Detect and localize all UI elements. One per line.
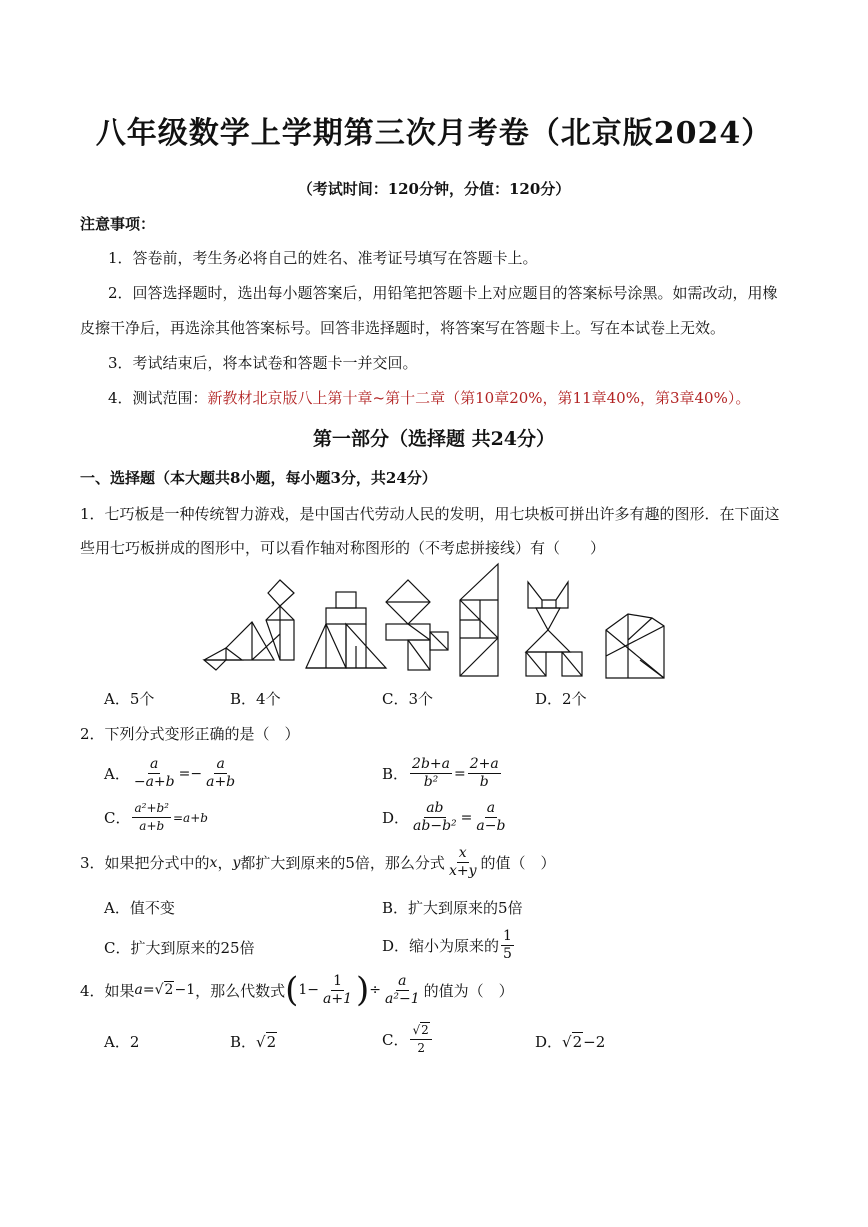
q4-right-paren: ) bbox=[356, 970, 370, 1010]
q1-option-d: D．2个 bbox=[535, 690, 587, 708]
q2-option-a bbox=[104, 756, 239, 791]
q2-b-lhs-numerator: 2b+a bbox=[412, 756, 450, 772]
q2-d-equals: = bbox=[460, 809, 473, 826]
q3-fraction-denominator: x+y bbox=[448, 863, 477, 879]
q2-a-rhs-numerator: a bbox=[216, 756, 225, 772]
q4-option-c-numerator: √2 bbox=[410, 1022, 431, 1040]
section-title: 第一部分（选择题 共24分） bbox=[312, 428, 556, 450]
q2-a-lhs-numerator: a bbox=[150, 756, 159, 772]
q4-option-c bbox=[382, 1022, 434, 1057]
q3-separator: ， bbox=[217, 854, 233, 872]
q2-a-lhs-fraction bbox=[132, 756, 177, 791]
q4-option-c-label: C． bbox=[382, 1031, 409, 1049]
q2-b-rhs-fraction bbox=[468, 756, 501, 791]
q2-d-lhs-numerator: ab bbox=[426, 800, 444, 816]
q4-option-d bbox=[535, 1031, 605, 1052]
q4-stem-suffix: 的值为（ ） bbox=[423, 981, 514, 1000]
q2-d-lhs-fraction bbox=[411, 800, 459, 835]
q2-option-d-label: D． bbox=[382, 809, 410, 827]
q4-cond-minus: −1 bbox=[174, 982, 196, 998]
q4-option-c-denominator: 2 bbox=[417, 1041, 425, 1055]
q4-expr-numerator-1: 1 bbox=[333, 972, 342, 989]
q2-b-rhs-denominator: b bbox=[479, 774, 489, 790]
note-item-4 bbox=[108, 387, 750, 408]
q1-option-c: C．3个 bbox=[382, 690, 434, 708]
q4-option-d-label: D． bbox=[535, 1033, 563, 1051]
q2-a-rhs-fraction bbox=[204, 756, 237, 791]
q2-option-c-label: C． bbox=[104, 809, 131, 827]
q2-option-a-label: A． bbox=[104, 765, 130, 783]
tangram-square-figure bbox=[606, 614, 664, 678]
q4-left-paren: ( bbox=[285, 970, 299, 1010]
q4-expr-fraction-1 bbox=[321, 973, 354, 1008]
q2-c-rhs: =a+b bbox=[173, 810, 208, 825]
q4-expr-divide: ÷ bbox=[369, 982, 382, 998]
q2-b-equals: = bbox=[453, 765, 466, 782]
q2-d-rhs-denominator: a−b bbox=[476, 818, 506, 834]
q3-option-a: A．值不变 bbox=[104, 899, 175, 917]
q3-var-x: x bbox=[209, 854, 218, 871]
q3-option-d-denominator: 5 bbox=[503, 946, 512, 962]
note-item-1: 1．答卷前，考生务必将自己的姓名、准考证号填写在答题卡上。 bbox=[108, 249, 538, 267]
q4-expr-denominator-2: a²−1 bbox=[385, 990, 420, 1007]
q3-stem-mid: 都扩大到原来的5倍，那么分式 bbox=[240, 854, 445, 872]
q2-b-lhs-fraction bbox=[410, 756, 452, 791]
q4-option-b-value: 2 bbox=[266, 1033, 277, 1051]
q2-a-equals: =− bbox=[178, 765, 203, 782]
q2-stem: 2．下列分式变形正确的是（ ） bbox=[80, 725, 300, 743]
tangram-figures bbox=[196, 560, 676, 680]
q3-option-d-text: D．缩小为原来的 bbox=[382, 937, 500, 955]
q4-stem bbox=[80, 970, 514, 1010]
tangram-kneeling-figure bbox=[204, 580, 294, 670]
q3-fraction-numerator: x bbox=[458, 845, 467, 861]
test-range: 新教材北京版八上第十章~第十二章（第10章20%，第11章40%，第3章40%）。 bbox=[207, 389, 751, 407]
q2-a-rhs-denominator: a+b bbox=[206, 774, 236, 790]
q3-stem bbox=[80, 845, 556, 880]
q2-d-rhs-numerator: a bbox=[486, 800, 496, 816]
q4-cond-sqrt-value: 2 bbox=[164, 982, 174, 998]
tangram-diamond-column bbox=[460, 564, 498, 676]
q4-option-b-label: B． bbox=[230, 1033, 257, 1051]
q4-option-a: A．2 bbox=[104, 1033, 140, 1051]
q3-option-d-fraction bbox=[501, 928, 514, 963]
q4-cond-a: a= bbox=[134, 982, 155, 998]
q2-option-b bbox=[382, 756, 503, 791]
q1-stem-line1: 1．七巧板是一种传统智力游戏，是中国古代劳动人民的发明，用七块板可拼出许多有趣的图形．在下面这 bbox=[80, 505, 780, 523]
q3-fraction bbox=[447, 845, 479, 880]
q2-a-lhs-denominator: −a+b bbox=[133, 774, 175, 790]
q4-stem-prefix: 4．如果 bbox=[80, 981, 135, 1000]
q4-expr-numerator-2: a bbox=[398, 972, 407, 989]
q2-option-c bbox=[104, 800, 208, 835]
q4-option-c-numerator-value: 2 bbox=[421, 1023, 429, 1037]
note-item-2-cont: 皮擦干净后，再选涂其他答案标号。回答非选择题时，将答案写在答题卡上。写在本试卷上无效。 bbox=[80, 319, 726, 337]
q2-d-lhs-denominator: ab−b² bbox=[413, 818, 457, 834]
sqrt-icon: √ bbox=[256, 1033, 266, 1051]
notes-heading: 注意事项： bbox=[80, 215, 156, 233]
q3-stem-suffix: 的值（ ） bbox=[480, 854, 556, 872]
note-item-2: 2．回答选择题时，选出每小题答案后，用铅笔把答题卡上对应题目的答案标号涂黑。如需改动，用橡 bbox=[108, 284, 778, 302]
tangram-tower-figure bbox=[306, 592, 386, 668]
note-item-4-label: 4．测试范围： bbox=[108, 389, 208, 407]
q2-c-lhs-numerator: a²+b² bbox=[132, 800, 171, 818]
q4-expr-fraction-2 bbox=[383, 973, 422, 1008]
q2-c-lhs-denominator: a+b bbox=[139, 819, 165, 833]
q4-cond-sqrt: √2 bbox=[154, 982, 174, 998]
q4-option-b bbox=[230, 1031, 277, 1052]
sqrt-icon: √ bbox=[562, 1033, 572, 1051]
q4-option-d-value: 2 bbox=[572, 1033, 583, 1051]
q2-option-b-label: B． bbox=[382, 765, 409, 783]
q3-var-y: y bbox=[232, 854, 241, 871]
q2-b-rhs-numerator: 2+a bbox=[469, 756, 499, 772]
q3-option-d bbox=[382, 928, 516, 963]
q2-option-d bbox=[382, 800, 509, 835]
tangram-fox-figure bbox=[526, 582, 582, 676]
q3-option-c: C．扩大到原来的25倍 bbox=[104, 939, 255, 957]
q4-option-c-fraction bbox=[410, 1022, 431, 1057]
q4-option-d-rest: −2 bbox=[583, 1033, 606, 1051]
note-item-3: 3．考试结束后，将本试卷和答题卡一并交回。 bbox=[108, 354, 418, 372]
q2-c-lhs-fraction bbox=[132, 800, 171, 835]
page-title: 八年级数学上学期第三次月考卷（北京版2024） bbox=[95, 116, 773, 151]
q1-option-b: B．4个 bbox=[230, 690, 281, 708]
tangram-cross-figure bbox=[386, 580, 448, 670]
q3-option-d-numerator: 1 bbox=[503, 928, 512, 944]
q4-stem-mid: ，那么代数式 bbox=[195, 981, 286, 1000]
q1-option-a: A．5个 bbox=[104, 690, 155, 708]
q2-b-lhs-denominator: b² bbox=[423, 774, 439, 790]
q3-option-b: B．扩大到原来的5倍 bbox=[382, 899, 523, 917]
q1-stem-line2: 些用七巧板拼成的图形中，可以看作轴对称图形的（不考虑拼接线）有（ ） bbox=[80, 539, 606, 557]
q2-d-rhs-fraction bbox=[474, 800, 507, 835]
q4-expr-one: 1− bbox=[298, 982, 320, 998]
exam-info: （考试时间：120分钟，分值：120分） bbox=[297, 180, 571, 198]
q4-expr-denominator-1: a+1 bbox=[323, 990, 353, 1007]
q3-stem-prefix: 3．如果把分式中的 bbox=[80, 854, 210, 872]
part-title: 一、选择题（本大题共8小题，每小题3分，共24分） bbox=[80, 469, 437, 487]
